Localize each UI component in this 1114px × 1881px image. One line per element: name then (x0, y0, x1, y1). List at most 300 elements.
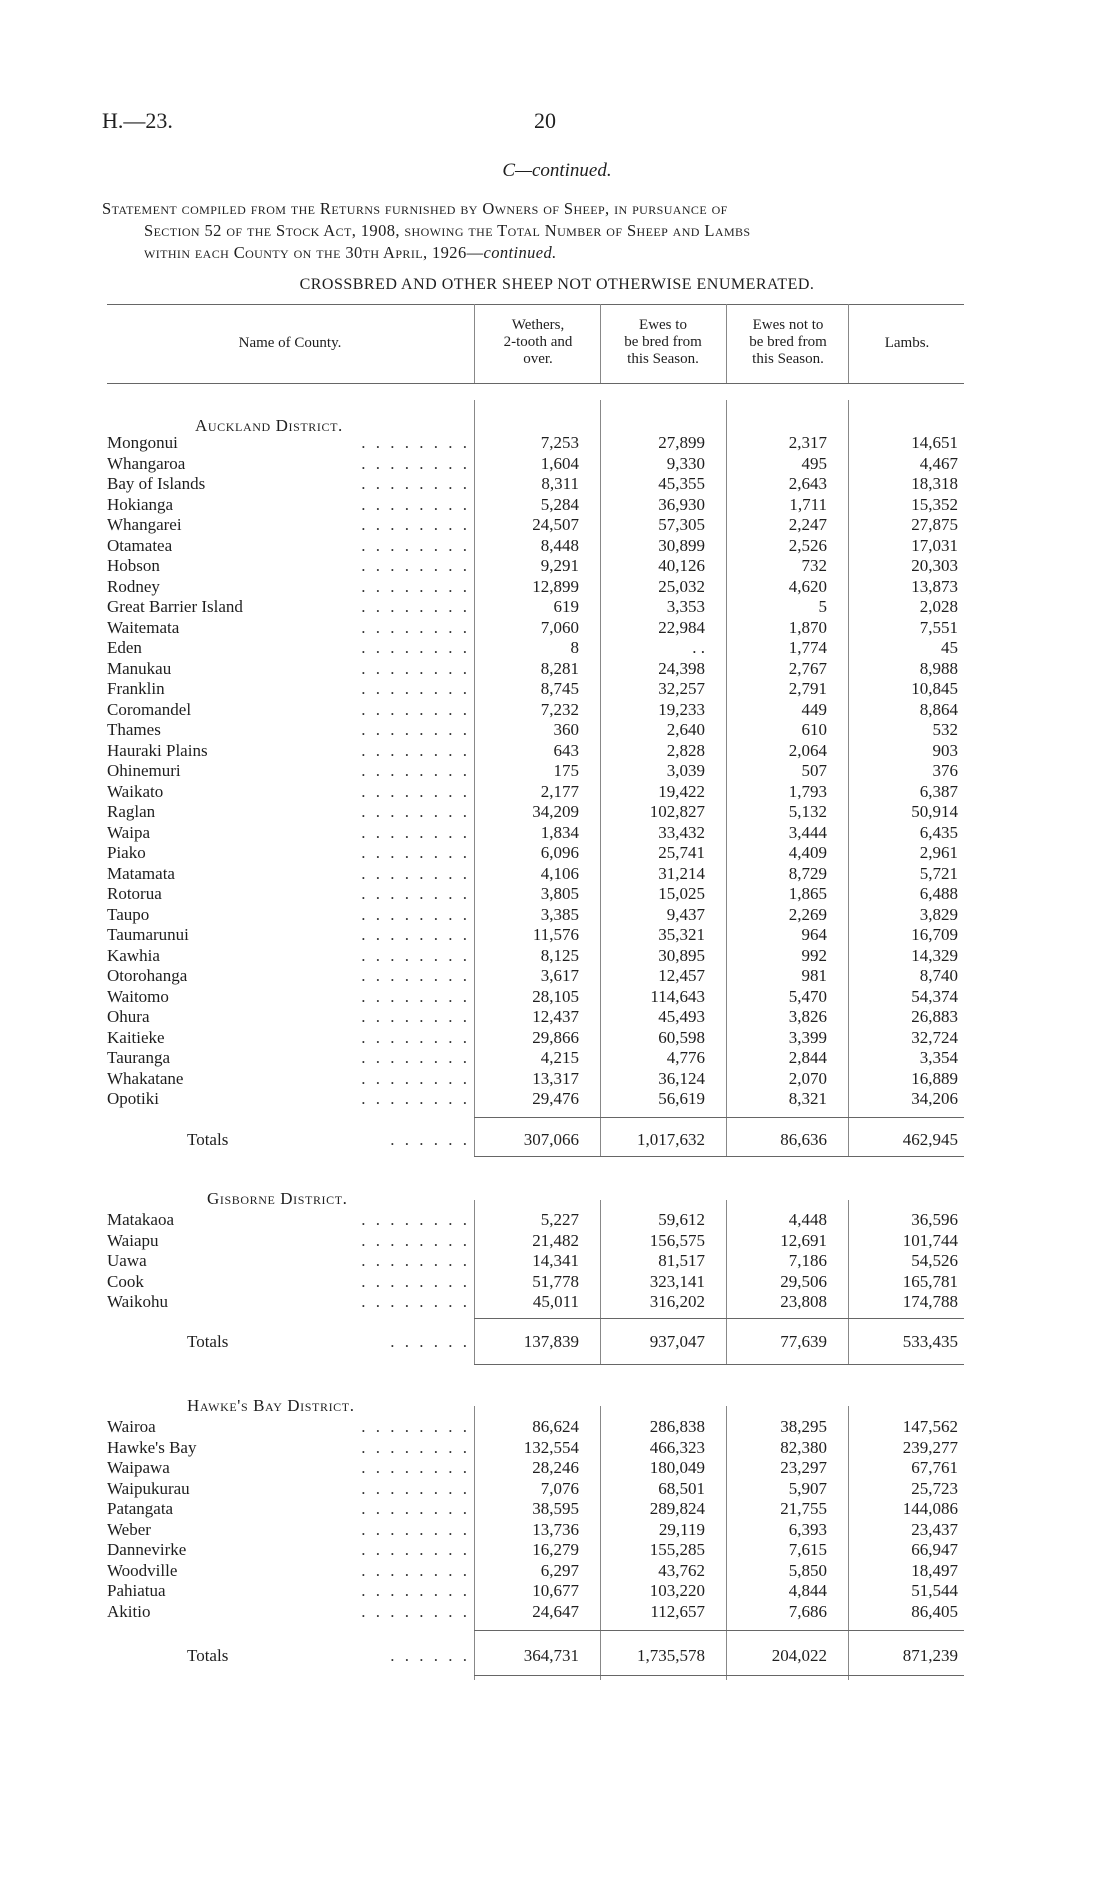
lambs-value: 376 (932, 761, 958, 780)
statement-line-1: Statement compiled from the Returns furnished by Owners of Sheep, in pursuance of (102, 199, 728, 218)
ewes-bred-value: 25,032 (658, 576, 705, 596)
wethers-value: 38,595 (532, 1499, 579, 1518)
leader-dots: . . . . . . . . (361, 802, 470, 821)
ewes-not-bred-value: 8,321 (788, 1089, 827, 1108)
leader-dots: . . . . . . . . (361, 1458, 470, 1477)
county-name: Thames (107, 720, 161, 739)
lambs-value: 27,875 (911, 515, 958, 534)
lambs-total: 462,945 (902, 1130, 958, 1149)
ewes-not-bred-value: 610 (801, 720, 827, 739)
ewes-bred-total: 1,017,632 (637, 1130, 705, 1149)
leader-dots: . . . . . . . . (361, 1499, 470, 1518)
wethers-value: 1,604 (540, 453, 579, 473)
ewes-not-bred-value: 1,711 (789, 494, 827, 514)
ewes-not-bred-value: 1,793 (788, 781, 827, 801)
ewes-bred-value: 57,305 (658, 515, 705, 534)
wethers-value: 14,341 (532, 1251, 579, 1270)
table-row (0, 1048, 1114, 1069)
table-row (0, 1417, 1114, 1438)
county-name: Tauranga (107, 1048, 170, 1067)
table-row (0, 741, 1114, 762)
wethers-value: 8,745 (540, 679, 579, 698)
ewes-not-bred-value: 1,870 (788, 617, 827, 637)
leader-dots: . . . . . . . . (361, 904, 470, 924)
wethers-value: 4,106 (540, 863, 579, 883)
table-row (0, 679, 1114, 700)
county-name: Uawa (107, 1251, 147, 1270)
ewes-not-bred-value: 6,393 (788, 1519, 827, 1539)
wethers-value: 3,805 (540, 884, 579, 903)
table-row (0, 843, 1114, 864)
wethers-value: 8,311 (541, 474, 579, 493)
totals-top-rule (474, 1117, 964, 1118)
wethers-value: 24,647 (532, 1601, 579, 1621)
ewes-bred-value: 33,432 (658, 822, 705, 842)
table-row (0, 454, 1114, 475)
district-heading: Hawke's Bay District. (187, 1396, 355, 1415)
county-name: Waipukurau (107, 1478, 190, 1498)
ewes-not-bred-value: 23,808 (780, 1292, 827, 1311)
leader-dots: . . . . . . . . (361, 1210, 470, 1229)
wethers-value: 132,554 (523, 1437, 579, 1457)
lambs-value: 66,947 (911, 1540, 958, 1559)
wethers-value: 1,834 (540, 822, 579, 842)
ewes-not-bred-value: 3,399 (788, 1027, 827, 1047)
ewes-not-bred-value: 29,506 (780, 1271, 827, 1291)
leader-dots: . . . . . . . . (361, 884, 470, 903)
county-name: Waitomo (107, 986, 169, 1006)
wethers-value: 7,076 (540, 1478, 579, 1498)
ewes-not-bred-value: 3,826 (788, 1007, 827, 1026)
lambs-value: 15,352 (911, 494, 958, 514)
leader-dots: . . . . . . . . (361, 1540, 470, 1559)
leader-dots: . . . . . . . . (361, 1417, 470, 1436)
district-heading: Gisborne District. (207, 1189, 348, 1208)
lambs-value: 20,303 (911, 556, 958, 575)
table-row (0, 433, 1114, 454)
totals-row (0, 1646, 1114, 1667)
ewes-bred-value: 56,619 (658, 1089, 705, 1108)
table-row (0, 618, 1114, 639)
leader-dots: . . . . . . . . (361, 617, 470, 637)
lambs-value: 2,961 (919, 843, 958, 862)
leader-dots: . . . . . . . . (361, 1437, 470, 1457)
leader-dots: . . . . . . . . (361, 1519, 470, 1539)
wethers-value: 28,246 (532, 1458, 579, 1477)
leader-dots: . . . . . . . . (361, 1048, 470, 1067)
lambs-value: 18,497 (911, 1560, 958, 1580)
ewes-not-bred-value: 4,448 (788, 1210, 827, 1229)
lambs-total: 533,435 (902, 1332, 958, 1351)
table-row (0, 1069, 1114, 1090)
totals-bottom-rule (474, 1156, 964, 1157)
ewes-not-bred-value: 5,907 (788, 1478, 827, 1498)
leader-dots: . . . . . . . . (361, 556, 470, 575)
wethers-value: 619 (553, 597, 579, 616)
leader-dots: . . . . . . . . (361, 515, 470, 534)
ewes-not-bred-value: 732 (801, 556, 827, 575)
county-name: Opotiki (107, 1089, 159, 1108)
leader-dots: . . . . . . . . (361, 1560, 470, 1580)
county-name: Franklin (107, 679, 165, 698)
county-name: Wairoa (107, 1417, 156, 1436)
county-name: Raglan (107, 802, 156, 821)
lambs-value: 67,761 (911, 1458, 958, 1477)
totals-row (0, 1332, 1114, 1353)
ewes-bred-value: 31,214 (658, 863, 705, 883)
lambs-value: 54,374 (911, 986, 958, 1006)
county-name: Hokianga (107, 494, 174, 514)
lambs-value: 6,387 (919, 781, 958, 801)
county-name: Otamatea (107, 535, 173, 555)
lambs-value: 25,723 (911, 1478, 958, 1498)
table-row (0, 474, 1114, 495)
leader-dots: . . . . . . . . (361, 1292, 470, 1311)
lambs-value: 147,562 (902, 1417, 958, 1436)
ewes-bred-value: 114,643 (650, 986, 705, 1006)
ewes-bred-value: 30,895 (658, 945, 705, 965)
ewes-bred-value: 103,220 (649, 1581, 705, 1600)
table-row (0, 1210, 1114, 1231)
ewes-bred-value: 22,984 (658, 617, 705, 637)
lambs-value: 14,651 (911, 433, 958, 452)
totals-label: Totals (187, 1130, 229, 1149)
table-row (0, 659, 1114, 680)
lambs-value: 174,788 (902, 1292, 958, 1311)
wethers-value: 34,209 (532, 802, 579, 821)
leader-dots: . . . . . . . . (361, 494, 470, 514)
ewes-bred-value: 68,501 (658, 1478, 705, 1498)
totals-top-rule (474, 1318, 964, 1319)
leader-dots: . . . . . . . . (361, 535, 470, 555)
ewes-not-bred-value: 7,615 (788, 1540, 827, 1559)
wethers-value: 175 (553, 761, 579, 780)
wethers-value: 8 (570, 638, 579, 657)
lambs-value: 903 (932, 740, 958, 760)
ewes-bred-value: 155,285 (649, 1540, 705, 1559)
county-name: Waiapu (107, 1230, 159, 1250)
ewes-not-bred-value: 964 (801, 925, 827, 944)
ewes-not-bred-value: 2,791 (788, 679, 827, 698)
table-row (0, 700, 1114, 721)
table-row (0, 1458, 1114, 1479)
table-row (0, 802, 1114, 823)
table-row (0, 966, 1114, 987)
table-row (0, 1561, 1114, 1582)
lambs-value: 8,864 (919, 699, 958, 719)
leader-dots: . . . . . . (390, 1332, 470, 1351)
table-row (0, 1231, 1114, 1252)
county-name: Taupo (107, 904, 150, 924)
ewes-not-bred-value: 5,132 (788, 802, 827, 821)
wethers-value: 6,297 (540, 1560, 579, 1580)
ewes-not-bred-value: 449 (801, 699, 827, 719)
ewes-bred-value: 112,657 (650, 1601, 705, 1621)
table-row (0, 864, 1114, 885)
ewes-not-bred-value: 5,850 (788, 1560, 827, 1580)
leader-dots: . . . . . . . . (361, 638, 470, 657)
table-row (0, 1602, 1114, 1623)
wethers-value: 28,105 (532, 986, 579, 1006)
wethers-value: 24,507 (532, 515, 579, 534)
totals-label: Totals (187, 1332, 229, 1351)
ewes-not-bred-total: 204,022 (771, 1646, 827, 1665)
leader-dots: . . . . . . . . (361, 945, 470, 965)
ewes-not-bred-value: 2,070 (788, 1068, 827, 1088)
table-row (0, 761, 1114, 782)
leader-dots: . . . . . . . . (361, 1089, 470, 1108)
county-name: Ohinemuri (107, 761, 181, 780)
wethers-value: 86,624 (532, 1417, 579, 1436)
wethers-value: 4,215 (540, 1048, 579, 1067)
leader-dots: . . . . . . . . (361, 761, 470, 780)
lambs-value: 51,544 (911, 1581, 958, 1600)
county-name: Patangata (107, 1499, 174, 1518)
leader-dots: . . . . . . . . (361, 1027, 470, 1047)
ewes-bred-value: 30,899 (658, 535, 705, 555)
county-name: Rodney (107, 576, 160, 596)
wethers-value: 2,177 (540, 781, 579, 801)
lambs-value: 14,329 (911, 945, 958, 965)
wethers-value: 51,778 (532, 1271, 579, 1291)
leader-dots: . . . . . . . . (361, 699, 470, 719)
wethers-value: 3,617 (540, 966, 579, 985)
ewes-bred-value: 289,824 (649, 1499, 705, 1518)
ewes-not-bred-value: 1,865 (788, 884, 827, 903)
wethers-value: 29,866 (532, 1027, 579, 1047)
ewes-bred-value: 102,827 (649, 802, 705, 821)
table-row (0, 823, 1114, 844)
ewes-not-bred-value: 495 (801, 453, 827, 473)
table-row (0, 884, 1114, 905)
wethers-value: 8,125 (540, 945, 579, 965)
ewes-not-bred-total: 86,636 (780, 1130, 827, 1149)
leader-dots: . . . . . . (390, 1646, 470, 1665)
county-name: Coromandel (107, 699, 192, 719)
table-row (0, 946, 1114, 967)
county-name: Hobson (107, 556, 160, 575)
leader-dots: . . . . . . . . (361, 433, 470, 452)
wethers-value: 8,448 (540, 535, 579, 555)
lambs-value: 4,467 (919, 453, 958, 473)
statement-line-3: within each County on the 30th April, 1926—continued. (144, 243, 557, 262)
county-name: Waipawa (107, 1458, 170, 1477)
leader-dots: . . . . . . . . (361, 863, 470, 883)
lambs-value: 36,596 (911, 1210, 958, 1229)
ewes-not-bred-value: 5,470 (788, 986, 827, 1006)
ewes-not-bred-value: 2,526 (788, 535, 827, 555)
table-row (0, 556, 1114, 577)
table-row (0, 495, 1114, 516)
table-row (0, 1520, 1114, 1541)
lambs-value: 45 (941, 638, 958, 657)
table-row (0, 1540, 1114, 1561)
wethers-value: 11,576 (532, 925, 579, 944)
wethers-value: 7,253 (540, 433, 579, 452)
ewes-bred-value: 156,575 (649, 1230, 705, 1250)
ewes-not-bred-value: 1,774 (788, 638, 827, 657)
table-row (0, 577, 1114, 598)
ewes-not-bred-value: 2,247 (788, 515, 827, 534)
table-subtitle: CROSSBRED AND OTHER SHEEP NOT OTHERWISE ENUMERATED. (299, 276, 815, 293)
county-name: Woodville (107, 1560, 178, 1580)
ewes-bred-total: 937,047 (649, 1332, 705, 1351)
wethers-value: 13,317 (532, 1068, 579, 1088)
table-row (0, 1499, 1114, 1520)
ewes-not-bred-value: 21,755 (780, 1499, 827, 1518)
ewes-not-bred-value: 981 (801, 966, 827, 985)
totals-top-rule (474, 1630, 964, 1631)
wethers-value: 7,232 (540, 699, 579, 719)
ewes-bred-value: 316,202 (649, 1292, 705, 1311)
leader-dots: . . . . . . . . (361, 1007, 470, 1026)
wethers-total: 307,066 (523, 1130, 579, 1149)
ewes-bred-value: 9,330 (666, 453, 705, 473)
leader-dots: . . . . . . . . (361, 925, 470, 944)
ewes-bred-value: 36,124 (658, 1068, 705, 1088)
county-name: Waipa (107, 822, 150, 842)
ewes-bred-value: 59,612 (658, 1210, 705, 1229)
table-row (0, 1089, 1114, 1110)
statement-line-2: Section 52 of the Stock Act, 1908, showing the Total Number of Sheep and Lambs (144, 221, 751, 240)
county-name: Kaitieke (107, 1027, 165, 1047)
ewes-not-bred-value: 23,297 (780, 1458, 827, 1477)
ewes-bred-value: 25,741 (658, 843, 705, 862)
header-bottom-rule (107, 383, 964, 384)
wethers-value: 13,736 (532, 1519, 579, 1539)
wethers-value: 5,227 (540, 1210, 579, 1229)
county-name: Mongonui (107, 433, 178, 452)
leader-dots: . . . . . . . . (361, 1478, 470, 1498)
wethers-value: 21,482 (532, 1230, 579, 1250)
ewes-not-bred-value: 7,186 (788, 1251, 827, 1270)
ewes-not-bred-value: 12,691 (780, 1230, 827, 1250)
lambs-value: 17,031 (911, 535, 958, 555)
statement-heading (102, 198, 1002, 264)
county-name: Cook (107, 1271, 144, 1291)
ewes-not-bred-value: 2,643 (788, 474, 827, 493)
wethers-value: 45,011 (532, 1292, 579, 1311)
ewes-bred-value: 466,323 (649, 1437, 705, 1457)
county-name: Whangarei (107, 515, 182, 534)
ewes-not-bred-value: 2,844 (788, 1048, 827, 1067)
lambs-value: 16,709 (911, 925, 958, 944)
lambs-value: 532 (932, 720, 958, 739)
wethers-value: 6,096 (540, 843, 579, 862)
ewes-not-bred-value: 5 (818, 597, 827, 616)
wethers-value: 3,385 (540, 904, 579, 924)
page-number: 20 (534, 108, 556, 133)
table-row (0, 638, 1114, 659)
lambs-value: 54,526 (911, 1251, 958, 1270)
lambs-value: 2,028 (919, 597, 958, 616)
ewes-bred-value: 81,517 (658, 1251, 705, 1270)
wethers-value: 16,279 (532, 1540, 579, 1559)
lambs-value: 16,889 (911, 1068, 958, 1088)
leader-dots: . . . . . . . . (361, 453, 470, 473)
ewes-bred-total: 1,735,578 (637, 1646, 705, 1665)
lambs-value: 18,318 (911, 474, 958, 493)
table-row (0, 1028, 1114, 1049)
ewes-bred-value: . . (692, 638, 705, 657)
wethers-value: 5,284 (540, 494, 579, 514)
ewes-bred-value: 9,437 (666, 904, 705, 924)
ewes-bred-value: 43,762 (658, 1560, 705, 1580)
leader-dots: . . . . . . . . (361, 679, 470, 698)
wethers-value: 12,437 (532, 1007, 579, 1026)
col-head-ewes-not-bred: Ewes not to be bred from this Season. (749, 317, 827, 367)
lambs-value: 50,914 (911, 802, 958, 821)
leader-dots: . . . . . . . . (361, 843, 470, 862)
table-row (0, 720, 1114, 741)
ewes-bred-value: 4,776 (666, 1048, 705, 1067)
lambs-value: 32,724 (911, 1027, 958, 1047)
totals-bottom-rule (474, 1364, 964, 1365)
lambs-value: 8,988 (919, 658, 958, 678)
county-name: Otorohanga (107, 966, 188, 985)
ewes-not-bred-value: 2,269 (788, 904, 827, 924)
lambs-value: 239,277 (902, 1437, 958, 1457)
ewes-bred-value: 40,126 (658, 556, 705, 575)
ewes-not-bred-value: 38,295 (780, 1417, 827, 1436)
wethers-value: 10,677 (532, 1581, 579, 1600)
ewes-bred-value: 45,355 (658, 474, 705, 493)
table-row (0, 1007, 1114, 1028)
col-head-name: Name of County. (238, 335, 342, 351)
leader-dots: . . . . . . . . (361, 986, 470, 1006)
header-divider (600, 304, 601, 383)
ewes-bred-value: 323,141 (649, 1271, 705, 1291)
county-name: Kawhia (107, 945, 160, 965)
wethers-value: 29,476 (532, 1089, 579, 1108)
leader-dots: . . . . . . . . (361, 597, 470, 616)
lambs-value: 86,405 (911, 1601, 958, 1621)
header-top-rule (107, 304, 964, 305)
county-name: Dannevirke (107, 1540, 187, 1559)
county-name: Waikohu (107, 1292, 168, 1311)
county-name: Rotorua (107, 884, 162, 903)
leader-dots: . . . . . . . . (361, 781, 470, 801)
table-row (0, 905, 1114, 926)
county-name: Matamata (107, 863, 175, 883)
ewes-bred-value: 2,828 (666, 740, 705, 760)
table-row (0, 536, 1114, 557)
leader-dots: . . . . . . . . (361, 720, 470, 739)
county-name: Akitio (107, 1601, 151, 1621)
district-heading: Auckland District. (195, 416, 343, 435)
county-name: Whangaroa (107, 453, 186, 473)
lambs-value: 3,354 (919, 1048, 958, 1067)
leader-dots: . . . . . . . . (361, 740, 470, 760)
ewes-not-bred-total: 77,639 (780, 1332, 827, 1351)
ewes-not-bred-value: 2,767 (788, 658, 827, 678)
leader-dots: . . . . . . . . (361, 1230, 470, 1250)
leader-dots: . . . . . . . . (361, 658, 470, 678)
county-name: Pahiatua (107, 1581, 166, 1600)
header-divider (726, 304, 727, 383)
leader-dots: . . . . . . (390, 1130, 470, 1149)
county-name: Waikato (107, 781, 164, 801)
lambs-value: 8,740 (919, 966, 958, 985)
ewes-not-bred-value: 4,844 (788, 1581, 827, 1600)
leader-dots: . . . . . . . . (361, 1581, 470, 1600)
county-name: Manukau (107, 658, 172, 678)
ewes-bred-value: 35,321 (658, 925, 705, 944)
lambs-value: 144,086 (902, 1499, 958, 1518)
county-name: Eden (107, 638, 142, 657)
county-name: Weber (107, 1519, 151, 1539)
table-row (0, 515, 1114, 536)
